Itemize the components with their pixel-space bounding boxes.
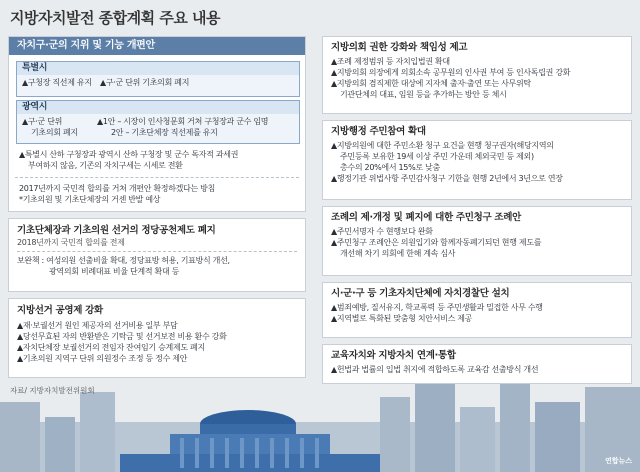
list-item: 개선해 차기 의회에 한해 계속 심사 bbox=[340, 249, 456, 258]
yonhap-logo: 연합뉴스 bbox=[604, 457, 632, 465]
panel-header: 자치구·군의 지위 및 기능 개편안 bbox=[9, 37, 305, 55]
special-city-label: 특별시 bbox=[17, 62, 299, 75]
metro-city-box bbox=[16, 100, 300, 144]
list-item: 주민등록 보유한 19세 이상 주민 가운데 체외국민 등 제외) bbox=[340, 152, 534, 161]
page-title: 지방자치발전 종합계획 주요 내용 bbox=[10, 9, 221, 27]
list-item: 총수의 20%에서 15%로 낮춤 bbox=[340, 163, 440, 172]
list-item: ▲당선무효된 자의 반환받은 기탁금 및 선거보전 비용 환수 강화 bbox=[17, 332, 227, 341]
special-city-box bbox=[16, 61, 300, 97]
source-credit: 자료/ 지방자치발전위원회 bbox=[10, 386, 95, 395]
plan-note: 2017년까지 국민적 합의를 거쳐 개편안 확정하겠다는 방침 bbox=[19, 184, 216, 193]
list-item: ▲주민청구 조례안은 의원입기와 함께자동폐기되던 현행 제도를 bbox=[331, 238, 542, 247]
resident-ordinance-panel bbox=[322, 206, 632, 276]
panel-subtitle: 2018년까지 국민적 합의를 전제 bbox=[17, 238, 125, 247]
panel-header: 지방행정 주민참여 확대 bbox=[331, 126, 426, 137]
list-item: ▲헌법과 법률의 입법 취지에 적합하도록 교육감 선출방식 개선 bbox=[331, 365, 539, 374]
list-item: ▲자치단체장 보궐선거의 전임자 잔여임기 승계제도 폐지 bbox=[17, 343, 205, 352]
list-item: ▲행정기관 위법사항 주민감사청구 기한을 현행 2년에서 3년으로 연장 bbox=[331, 174, 563, 183]
panel-header: 교육자치와 지방자치 연계·통합 bbox=[331, 350, 456, 361]
special-city-line: ▲구·군 단위 기초의회 폐지 bbox=[100, 78, 190, 87]
panel-header: 지방의회 권한 강화와 책임성 제고 bbox=[331, 42, 468, 53]
list-item: ▲주민서명자 수 현행보다 완화 bbox=[331, 227, 433, 236]
plan-note: *기초의원 및 기초단체장의 거센 반발 예상 bbox=[19, 195, 161, 204]
autonomous-police-panel bbox=[322, 282, 632, 338]
metro-col1-line: ▲구·군 단위 bbox=[22, 117, 63, 126]
list-item: ▲기초의원 지역구 단위 의원정수 조정 등 정수 제안 bbox=[17, 354, 188, 363]
resident-participation-panel bbox=[322, 120, 632, 200]
list-item: ▲재·보궐선거 원인 제공자의 선거비용 일부 부담 bbox=[17, 321, 178, 330]
list-item: ▲지방의원에 대한 주민소환 청구 요건을 현행 청구권자(해당지역의 bbox=[331, 141, 554, 150]
list-item: ▲지역별로 특화된 맞춤형 치안서비스 제공 bbox=[331, 314, 473, 323]
list-item: ▲지방의회 의장에게 의회소속 공무원의 인사권 부여 등 인사독립권 강화 bbox=[331, 68, 571, 77]
party-nomination-abolition-panel bbox=[8, 218, 306, 292]
panel-header: 기초단체장과 기초의원 선거의 정당공천제도 폐지 bbox=[17, 225, 216, 236]
metro-col1-line: 기초의회 폐지 bbox=[31, 128, 78, 137]
metro-col2-line: 2안 – 기초단체장 직선제를 유지 bbox=[111, 128, 218, 137]
local-autonomy-reform-panel bbox=[8, 36, 306, 212]
local-council-power-panel bbox=[322, 36, 632, 114]
panel-header: 시·군·구 등 기초자치단체에 자치경찰단 설치 bbox=[331, 288, 510, 299]
education-autonomy-panel bbox=[322, 344, 632, 384]
panel-header: 조례의 제·개정 및 폐지에 대한 주민청구 조례안 bbox=[331, 212, 522, 223]
supplement-line: 보완책 : 여성의원 선출비율 확대, 정당표방 허용, 기표방식 개선, bbox=[17, 256, 230, 265]
list-item: ▲범죄예방, 질서유지, 학교폭력 등 주민생활과 밀접한 사무 수행 bbox=[331, 303, 543, 312]
metro-col2-line: ▲1안 – 시장이 인사청문회 거쳐 구청장과 군수 임명 bbox=[97, 117, 269, 126]
list-item: ▲지방의회 겸직제한 대상에 지자체 출자·출연 또는 사무위탁 bbox=[331, 79, 531, 88]
metro-city-label: 광역시 bbox=[17, 101, 299, 114]
supplement-line: 광역의회 비례대표 비율 단계적 확대 등 bbox=[49, 267, 180, 276]
special-city-line: ▲구청장 직선제 유지 bbox=[22, 78, 92, 87]
list-item: ▲조례 제정범위 등 자치입법권 확대 bbox=[331, 57, 450, 66]
tax-note-line: 부여하지 않음, 기존의 자치구세는 시세로 전환 bbox=[28, 161, 183, 170]
panel-header: 지방선거 공영제 강화 bbox=[17, 305, 103, 316]
election-public-management-panel bbox=[8, 298, 306, 378]
tax-note-line: ▲특별시 산하 구청장과 광역시 산하 구청장 및 군수 독자적 과세권 bbox=[19, 150, 239, 159]
list-item: 기관단체의 대표, 임원 등을 추가하는 방안 등 체시 bbox=[340, 90, 507, 99]
